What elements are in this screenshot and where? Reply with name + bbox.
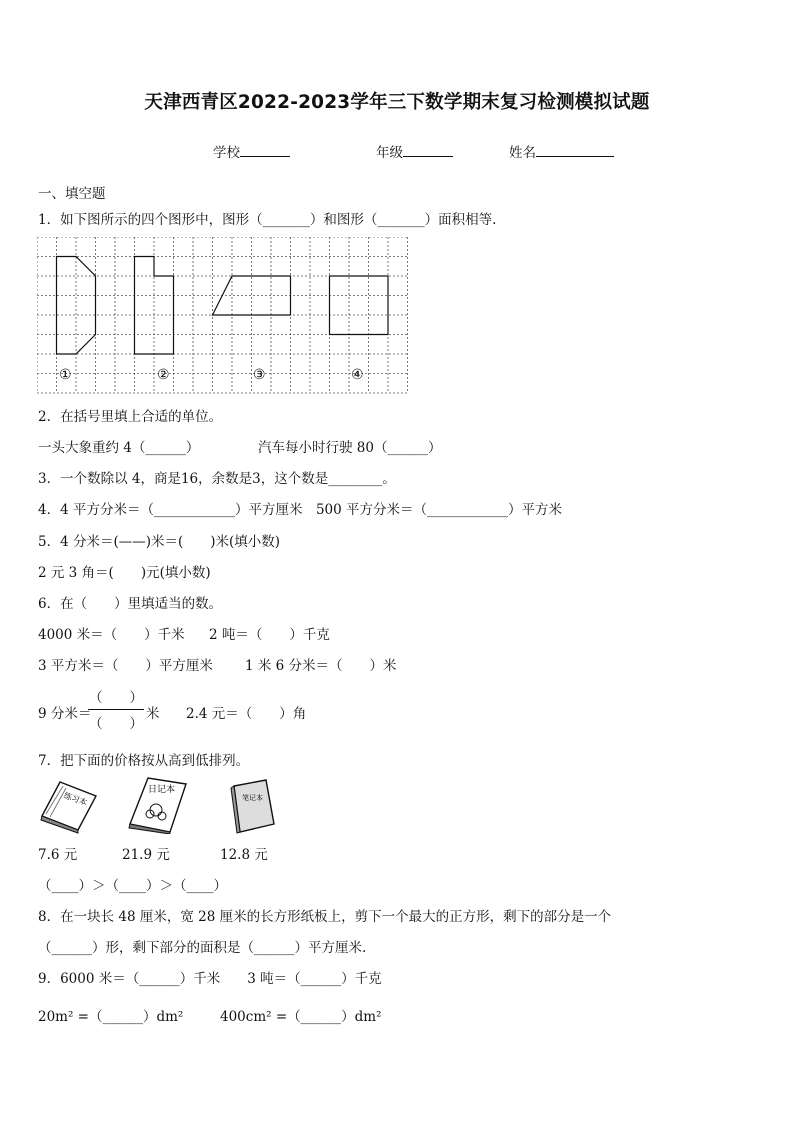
school-blank[interactable] <box>240 144 290 157</box>
fraction-numerator[interactable]: （ ） <box>89 690 143 706</box>
grade-blank[interactable] <box>403 144 453 157</box>
grade-label: 年级 <box>376 145 403 161</box>
page-title: 天津西青区2022-2023学年三下数学期末复习检测模拟试题 <box>144 92 650 113</box>
question-6: 6．在（ ）里填适当的数。 <box>38 596 223 612</box>
svg-text:日记本: 日记本 <box>148 785 176 795</box>
diary-book-icon <box>126 776 188 834</box>
question-7: 7．把下面的价格按从高到低排列。 <box>38 753 250 769</box>
shape-label-3: ③ <box>253 367 266 383</box>
question-6-row3-unit: 米 <box>146 706 160 722</box>
price-1: 7.6 元 <box>38 847 78 863</box>
price-2: 21.9 元 <box>122 847 170 863</box>
fraction-bar <box>88 709 144 710</box>
question-8a: 8．在一块长 48 厘米，宽 28 厘米的长方形纸板上，剪下一个最大的正方形，剩下的部分是一个 <box>38 909 612 925</box>
fraction <box>88 686 144 732</box>
shape-label-2: ② <box>157 367 170 383</box>
fraction-denominator[interactable]: （ ） <box>89 716 143 732</box>
question-6-row1a: 4000 米＝（ ）千米 <box>38 627 185 643</box>
name-field <box>509 141 614 161</box>
price-3: 12.8 元 <box>220 847 268 863</box>
exercise-book-icon <box>38 776 98 834</box>
svg-text:练习本: 练习本 <box>62 790 89 808</box>
question-3: 3．一个数除以 4，商是16，余数是3，这个数是________。 <box>38 471 396 487</box>
school-label: 学校 <box>213 145 240 161</box>
school-field <box>213 141 290 161</box>
question-9b1: 20m² =（______）dm² <box>38 1009 184 1025</box>
question-6-row2a: 3 平方米＝（ ）平方厘米 <box>38 658 213 674</box>
question-4: 4．4 平方分米＝（____________）平方厘米 500 平方分米＝（____________）平方米 <box>38 502 563 518</box>
question-5a: 5．4 分米＝(——)米＝( )米(填小数) <box>38 534 281 550</box>
grade-field <box>376 141 453 161</box>
svg-text:笔记本: 笔记本 <box>242 794 263 802</box>
question-1: 1．如下图所示的四个图形中，图形（_______）和图形（_______）面积相等. <box>38 212 497 228</box>
question-8b: （______）形，剩下部分的面积是（______）平方厘米. <box>38 940 367 956</box>
section-heading: 一、填空题 <box>38 186 106 202</box>
price-order: （____）＞（____）＞（____） <box>38 878 227 894</box>
shape-4 <box>330 276 389 335</box>
question-6-row3-prefix: 9 分米＝ <box>38 706 92 722</box>
question-6-row1b: 2 吨＝（ ）千克 <box>209 627 330 643</box>
grid-figure <box>37 237 409 395</box>
name-blank[interactable] <box>536 144 614 157</box>
question-2b: 汽车每小时行驶 80（______） <box>258 440 442 456</box>
notebook-icon <box>228 778 276 834</box>
question-6-row3b: 2.4 元＝（ ）角 <box>186 706 307 722</box>
name-label: 姓名 <box>509 145 536 161</box>
question-9a: 9．6000 米＝（______）千米 3 吨＝（______）千克 <box>38 971 382 987</box>
question-5b: 2 元 3 角＝( )元(填小数) <box>38 565 211 581</box>
shape-label-4: ④ <box>351 367 364 383</box>
shape-label-1: ① <box>59 367 72 383</box>
question-2a: 一头大象重约 4（______） <box>38 440 200 456</box>
question-9b2: 400cm² =（______）dm² <box>220 1009 382 1025</box>
question-6-row2b: 1 米 6 分米＝（ ）米 <box>245 658 397 674</box>
question-2: 2．在括号里填上合适的单位。 <box>38 409 223 425</box>
